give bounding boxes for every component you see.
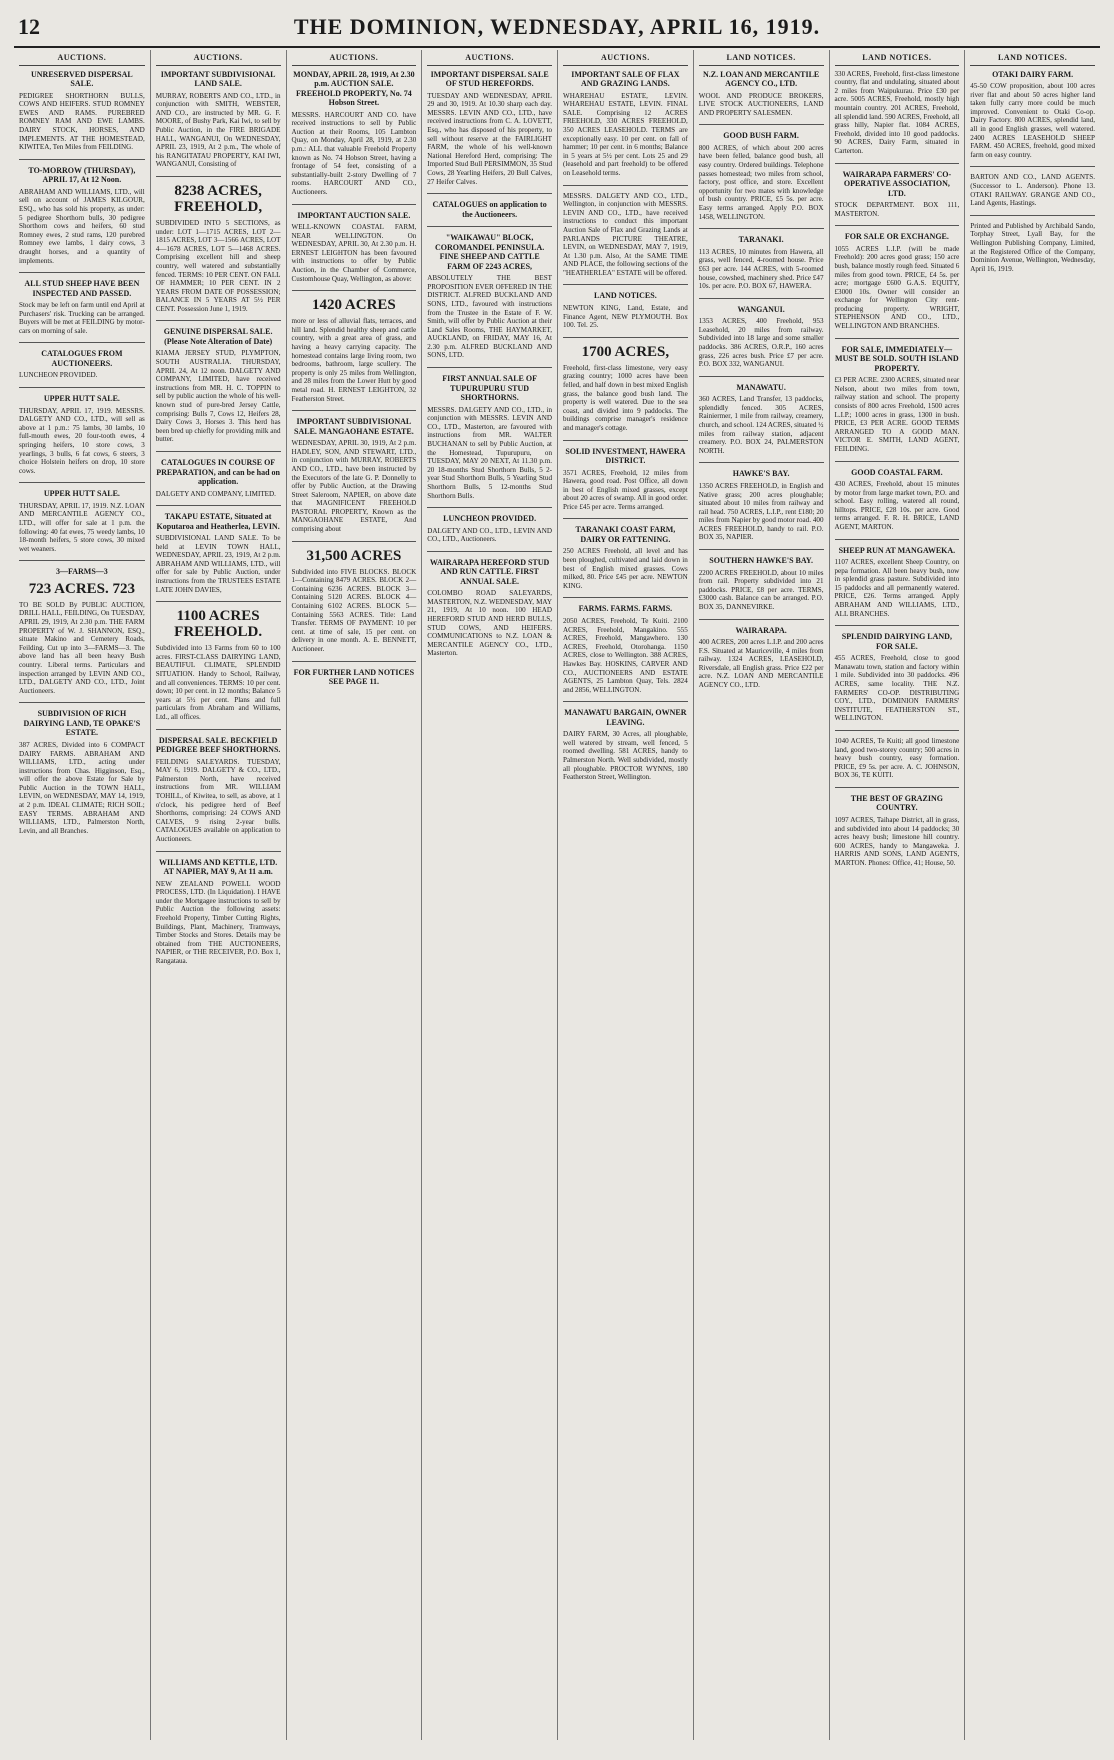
ad-body-text: 3571 ACRES, Freehold, 12 miles from Hawera, good road. Post Office, all down in best of English mixed grasses, except about 20 acres of swamp. All in good order. Price £45 per acre. Terms arranged. [563,468,688,511]
ad-heading: GOOD COASTAL FARM. [851,467,943,477]
divider [156,729,281,730]
column-1 [14,50,150,1740]
divider [19,387,145,388]
ad-body-text: 113 ACRES, 10 minutes from Hawera, all grass, well fenced, 4-roomed house. Price £63 per acre. 144 ACRES, with 5-roomed house, cowshed, machinery shed. Price £47 10s. per acre. P.O. BOX 67, HAWERA. [698,247,824,291]
columns-container [14,50,1100,1740]
ad-body-text: SUBDIVISIONAL LAND SALE. To be held at LEVIN TOWN HALL, WEDNESDAY, APRIL 23, 1919, At 2 p.m. ABRAHAM AND WILLIAMS, LTD., will offer for sale by Public Auction, under instructions from the TRUSTEES ESTATE LATE JOHN DAVIES, [155,534,281,594]
ad-body-text: BARTON AND CO., LAND AGENTS. (Successor to L. Anderson). Phone 13. OTAKI RAILWAY. GRANGE AND CO., Land Agents, Hastings. [970,173,1095,208]
ad-heading: THE BEST OF GRAZING COUNTRY. [850,793,943,813]
advertisement-block [156,505,281,594]
ad-body-text: PEDIGREE SHORTHORN BULLS, COWS AND HEIFERS. STUD ROMNEY EWES AND RAMS. PUREBRED ROMNEY RAM AND EWE LAMBS. DAIRY STOCK, HORSES, AND IMPLEMENTS. AT THE HOMESTEAD, KIWITEA, Ten Miles from FEILDING. [19,91,145,152]
advertisement-block [292,661,417,687]
column-header: LAND NOTICES. [699,54,824,66]
ad-heading: MANAWATU. [736,382,786,392]
divider [835,787,960,788]
divider [19,159,145,160]
ad-body-text: 1353 ACRES, 400 Freehold, 953 Leasehold, 20 miles from railway. Subdivided into 18 large and some smaller paddocks. 386 ACRES, O.R.P., 160 acres grass, 226 acres bush. Price £7 per acre. P.O. BOX 332, WANGANUI. [698,317,824,369]
ad-body-text: 430 ACRES, Freehold, about 15 minutes by motor from large market town, P.O. and school. Easy rolling, watered all round, hilltops. PRICE, £28 10s. per acre. Good terms arranged. F. R. H. BRICE, LAND AGENT, MARTON. [834,480,960,531]
column-4 [421,50,557,1740]
ad-heading: FOR SALE, IMMEDIATELY—MUST BE SOLD. SOUTH ISLAND PROPERTY. [835,344,959,373]
advertisement-block [699,376,824,456]
ad-body-text: 2050 ACRES, Freehold, Te Kuiti. 2100 ACRES, Freehold, Mangakino. 555 ACRES, Freehold, Mangawhero. 130 ACRES, Freehold, Otorohanga. 1150 ACRES, close to Wellington. 388 ACRES, Hawkes Bay. HOSKINS, CARVER AND CO., AUCTIONEERS AND ESTATE AGENTS, 25 Lambton Quay, Tels. 2824 and 2856, WELLINGTON. [563,616,688,694]
divider [835,461,960,462]
divider [699,619,824,620]
acreage-headline: 8238 ACRES, FREEHOLD, [174,182,263,215]
divider [156,601,281,602]
masthead [14,8,1100,48]
ad-body-text: MESSRS. DALGETY AND CO., LTD., in conjunction with MESSRS. LEVIN AND CO., LTD., Masterton, are favoured with instructions from MR. WALTER BUCHANAN to sell by Public Auction, at the Homestead, Tupurupuru, on TUESDAY, MAY 20 NEXT, At 11.30 p.m. 20 18-months Stud Shorthorn Bulls, 5 2-year Stud Shorthorn Bulls, 5 Yearling Stud Shorthorn Bulls, 5 12-months Stud Shorthorn Bulls. [427,405,552,500]
advertisement-block [19,702,145,835]
advertisement-block [156,851,281,966]
ad-body-text: 1107 ACRES, excellent Sheep Country, on pepa formation. All been heavy bush, now in splendid grass pasture. Subdivided into 15 paddocks and all permanently watered. PRICE, £26. Terms arranged. Apply ABRAHAM AND WILLIAMS, LTD., ALL BRANCHES. [834,558,960,618]
ad-body-text: WEDNESDAY, APRIL 30, 1919, At 2 p.m. HADLEY, SON, AND STEWART, LTD., in conjunction with MURRAY, ROBERTS AND CO., LTD., have been instructed by the Executors of the late G. P. Donnelly to offer by Public Auction, at the Drawing Street Saleroom, NAPIER, on above date that MAGNIFICENT FREEHOLD PASTORAL PROPERTY, Known as the MANGAOHANE ESTATE, And comprising about [291,439,417,534]
advertisement-block [292,410,417,534]
newspaper-title: THE DOMINION, WEDNESDAY, APRIL 16, 1919. [293,14,821,39]
ad-heading: IMPORTANT SUBDIVISIONAL LAND SALE. [160,69,276,89]
ad-heading: FARMS. FARMS. FARMS. [578,604,673,614]
ad-heading: WILLIAMS AND KETTLE, LTD. AT NAPIER, MAY 9, At 11 a.m. [159,857,278,877]
divider [699,462,824,463]
ad-body-text: 45-50 COW proposition, about 100 acres river flat and about 50 acres higher land taken fully carry more could be much improved. Convenient to Otaki Co-op. Dairy Factory. 800 ACRES, splendid land, all in good English grasses, well watered. 2400 ACRES LEASEHOLD SHEEP FARM. 450 ACRES, freehold, good mixed farm on easy country. [970,82,1095,159]
divider [835,625,960,626]
ad-body-text: Printed and Published by Archibald Sando, Torphay Street, Lyall Bay, for the Wellington Publishing Company, Limited, at the Registered Office of the Company, Dominion Avenue, Wellington, Wednesday, April 16, 1919. [970,221,1095,273]
advertisement-block [563,440,688,512]
ad-heading: ALL STUD SHEEP HAVE BEEN INSPECTED AND PASSED. [24,279,140,298]
ad-heading: WAIRARAPA FARMERS' CO-OPERATIVE ASSOCIATION, LTD. [842,169,952,198]
advertisement-block [427,551,552,658]
ad-heading: UPPER HUTT SALE. [43,394,120,404]
ad-body-text: Stock may be left on farm until end April at Purchasers' risk. Trucking can be arranged. Buyers will be met at FEILDING by motor-cars on morning of sale. [19,301,145,335]
column-header: AUCTIONS. [156,54,281,66]
ad-body-text: ABRAHAM AND WILLIAMS, LTD., will sell on account of JAMES KILGOUR, ESQ., who has sold his property, as under: 5 pedigree Shorthorn bulls, 30 pedigree Shorthorn cows and heifers, 60 stud Romney ewes, 2 stud rams, 120 purebred Romney ewe lambs, 1 dairy cows, 3 draught horses, and a quantity of implements. [19,187,145,265]
divider [427,193,552,194]
divider [563,518,688,519]
ad-heading: LUNCHEON PROVIDED. [443,514,537,524]
advertisement-block [427,226,552,360]
advertisement-block [563,337,688,433]
advertisement-block [19,387,145,475]
advertisement-block [563,701,688,782]
acreage-headline: 1420 ACRES [311,297,396,314]
ad-body-text: WELL-KNOWN COASTAL FARM, NEAR WELLINGTON. On WEDNESDAY, APRIL 30, At 2.30 p.m. H. ERNEST LEIGHTON has been favoured with instructions to offer by Public Auction, in the Chamber of Commerce, Customhouse Quay, Wellington, as above: [291,223,417,283]
column-7 [829,50,965,1740]
column-header: AUCTIONS. [292,54,417,66]
ad-heading: "WAIKAWAU" BLOCK, COROMANDEL PENINSULA. FINE SHEEP AND CATTLE FARM OF 2243 ACRES, [434,233,545,271]
column-header: LAND NOTICES. [970,54,1095,66]
ad-heading: IMPORTANT AUCTION SALE. [297,210,411,220]
ad-body-text: 1097 ACRES, Taihape District, all in grass, and subdivided into about 14 paddocks; 30 acres heavy bush; limestone hill country. 600 ACRES, handy to Mangaweka. J. HARRIS AND SONS, LAND AGENTS, MARTON. Phones: Office, 41; House, 50. [834,815,960,867]
advertisement-block [699,298,824,369]
advertisement-block [563,518,688,590]
ad-heading: 3—FARMS—3 [55,567,108,577]
ad-heading: SOLID INVESTMENT, HAWERA DISTRICT. [565,446,686,465]
ad-heading: SUBDIVISION OF RICH DAIRYING LAND, TE OPAKE'S ESTATE. [23,709,141,738]
column-header: LAND NOTICES. [835,54,960,66]
ad-body-text: FEILDING SALEYARDS. TUESDAY, MAY 6, 1919. DALGETY & CO., LTD., Palmerston North, have received instructions from MR. WILLIAM TOHILL, of Kiwitea, to sell, as above, at 1 o'clock, his pedigree herd of Beef Shorthorns, comprising: 24 COWS AND CALVES, 9 rising 2-year bulls. CATALOGUES available on application to Auctioneers. [155,757,281,843]
ad-heading: SPLENDID DAIRYING LAND, FOR SALE. [841,632,952,651]
ad-heading: TARANAKI. [738,235,784,245]
advertisement-block [835,539,960,619]
advertisement-block [835,70,960,156]
divider [835,225,960,226]
advertisement-block [563,597,688,694]
advertisement-block [292,204,417,284]
divider [699,124,824,125]
advertisement-block [19,560,145,695]
divider [835,338,960,339]
ad-body-text: more or less of alluvial flats, terraces, and hill land. Splendid healthy sheep and cattle country, with a great area of grass, and having a heavy carrying capacity. The homestead contains large living room, two bedrooms, bathroom, large scullery. The property is only 25 miles from Wellington, and 28 miles from the Lower Hutt by good metal road. H. ERNEST LEIGHTON, 32 Featherston Street. [291,317,417,403]
advertisement-block [835,163,960,219]
ad-body-text: WHAREHAU ESTATE, LEVIN. WHAREHAU ESTATE, LEVIN. FINAL SALE. Comprising 12 ACRES FREEHOLD, 330 ACRES FREEHOLD, 350 ACRES LEASEHOLD. TERMS are exceptionally easy. 10 per cent. on fall of hammer; 10 per cent. in 6 months; Balance in 5 years at 5½ per cent. Lots 25 and 29 (leasehold and part freehold) to be offered on Leasehold terms. [563,91,688,177]
divider [427,226,552,227]
ad-heading: LAND NOTICES. [594,291,657,301]
advertisement-block [292,290,417,403]
divider [699,376,824,377]
acreage-headline: 1100 ACRES FREEHOLD. [174,608,263,641]
divider [156,451,281,452]
ad-body-text: 1350 ACRES FREEHOLD, in English and Native grass; 200 acres ploughable; situated about 10 miles from railway and rail head. 750 ACRES, L.I.P., rent £180; 20 miles from Napier by good motor road. 400 ACRES FREEHOLD, handy to rail. P.O. BOX 35, NAPIER. [698,481,824,542]
divider [156,320,281,321]
ad-body-text: NEW ZEALAND POWELL WOOD PROCESS, LTD. (In Liquidation). I HAVE under the Mortgagee instructions to sell by Public Auction the following assets: Freehold Property, Timber Cutting Rights, Buildings, Plant, Machinery, Tramways, Timber Stocks and Stores. Details may be obtained from THE AUCTIONEERS, NAPIER, or THE RECEIVER, P.O. Box 1, Rangataua. [155,879,281,965]
ad-heading: FOR FURTHER LAND NOTICES SEE PAGE 11. [293,667,415,687]
ad-heading: IMPORTANT SUBDIVISIONAL SALE. MANGAOHANE ESTATE. [294,417,414,436]
ad-heading: SOUTHERN HAWKE'S BAY. [709,556,813,566]
acreage-headline: 723 ACRES. 723 [28,580,136,597]
ad-body-text: 455 ACRES, Freehold, close to good Manawatu town, station and factory within 1 mile. Subdivided into 30 paddocks. 496 ACRES, same locality. THE N.Z. FARMERS' CO-OP. DISTRIBUTING COY., LTD., DOMINION FARMERS' INSTITUTE, FEATHERSTON ST., WELLINGTON. [834,654,960,723]
ad-heading: UPPER HUTT SALE. [43,489,120,499]
ad-heading: MANAWATU BARGAIN, OWNER LEAVING. [564,708,687,727]
divider [292,661,417,662]
ad-body-text: TUESDAY AND WEDNESDAY, APRIL 29 and 30, 1919. At 10.30 sharp each day. MESSRS. LEVIN AND CO., LTD., have received instructions from C. A. LOVETT, Esq., who has disposed of his property, to sell without reserve at the FAIRLIGHT FARM, the whole of his well-known National Hereford Herd, comprising: The Imported Stud Bull PERSIMMON, 35 Stud Cows, 28 Yearling Heifers, 20 Bull Calves, 27 Heifer Calves. [427,91,552,186]
divider [427,507,552,508]
ad-body-text: DALGETY AND CO., LTD., LEVIN AND CO., LTD., Auctioneers. [427,526,552,544]
divider [292,204,417,205]
ad-body-text: SUBDIVIDED INTO 5 SECTIONS, as under: LOT 1—1715 ACRES, LOT 2—1815 ACRES, LOT 3—1566 ACRES, LOT 4—1678 ACRES, LOT 5—1468 ACRES. Comprising excellent hill and sheep country, well watered and substantially fenced. TERMS: 10 PER CENT. ON FALL OF HAMMER; 10 PER CENT. IN 2 YEARS FROM DATE OF POSSESSION; BALANCE IN 5 YEARS AT 5½ PER CENT. Possession June 1, 1919. [155,218,281,313]
ad-body-text: THURSDAY, APRIL 17, 1919. MESSRS. DALGETY AND CO., LTD., will sell as above at 1 p.m.: 75 lambs, 30 lambs, 10 full-mouth ewes, 20 four-tooth ewes, 4 springing heifers, 10 store cows, 3 yearlings, 3 bulls, 6 fat cows, 6 steers, 3 choice Holstein heifers on drop, 10 store cows. [19,406,145,475]
advertisement-block [835,461,960,532]
ad-heading: MONDAY, APRIL 28, 1919, At 2.30 p.m. AUCTION SALE. FREEHOLD PROPERTY, No. 74 Hobson Street. [293,69,415,108]
divider [970,166,1095,167]
ad-body-text: 2200 ACRES FREEHOLD, about 10 miles from rail. Property subdivided into 21 paddocks. PRICE, £8 per acre. TERMS, £3000 cash. Balance can be arranged. P.O. BOX 35, DANNEVIRKE. [698,568,824,611]
ad-body-text: THURSDAY, APRIL 17, 1919. N.Z. LOAN AND MERCANTILE AGENCY CO., LTD., will offer for sale at 1 p.m. the following: 40 fat ewes, 75 weedy lambs, 10 18-month heifers, 5 store cows, 30 mixed wet weaners. [19,501,145,553]
divider [19,482,145,483]
advertisement-block [699,124,824,221]
advertisement-block [835,787,960,868]
advertisement-block [563,284,688,329]
ad-heading: WAIRARAPA. [735,625,787,635]
ad-body-text: 250 ACRES Freehold, all level and has been ploughed, cultivated and laid down in best of English mixed grasses. Cows milked, 80. Price £45 per acre. NEWTON KING. [563,547,688,590]
divider [292,290,417,291]
ad-heading: TARANAKI COAST FARM, DAIRY OR FATTENING. [575,525,676,544]
divider [563,701,688,702]
ad-heading: IMPORTANT SALE OF FLAX AND GRAZING LANDS. [571,69,680,89]
ad-body-text: 387 ACRES, Divided into 6 COMPACT DAIRY FARMS. ABRAHAM AND WILLIAMS, LTD., acting under instructions from Chas. Higginson, Esq., will offer the above Estate for Sale by Public Auction in the TOWN HALL, LEVIN, on WEDNESDAY, MAY 14, 1919, at 2 p.m. IDEAL CLIMATE; RICH SOIL; EASY TERMS. ABRAHAM AND WILLIAMS, LTD., Palmerston North, Levin, and all Branches. [19,740,145,835]
column-8 [964,50,1100,1740]
ad-heading: FOR SALE OR EXCHANGE. [844,232,949,242]
advertisement-block [427,367,552,500]
divider [156,851,281,852]
ad-heading: GENUINE DISPERSAL SALE. (Please Note Alteration of Date) [163,327,273,346]
divider [156,505,281,506]
ad-body-text: DALGETY AND COMPANY, LIMITED. [155,489,276,498]
divider [699,298,824,299]
advertisement-block [292,541,417,654]
divider [563,337,688,338]
ad-body-text: MURRAY, ROBERTS AND CO., LTD., in conjunction with SMITH, WEBSTER, AND CO., are instructed by MR. G. F. MOORE, of Bushy Park, Kai Iwi, to sell by Public Auction, in the FIRE BRIGADE HALL, WANGANUI, On WEDNESDAY, APRIL 23, 1919, At 2 p.m., The whole of his RANGITATAU PROPERTY, KAI IWI, WANGANUI, Consisting of [155,91,281,169]
advertisement-block [699,462,824,542]
advertisement-block [292,70,417,197]
divider [156,176,281,177]
advertisement-block [19,342,145,380]
ad-body-text: MESSRS. HARCOURT AND CO. have received instructions to sell by Public Auction at their Rooms, 105 Lambton Quay, on Monday, April 28, 1919, at 2.30 p.m.: ALL that valuable Freehold Property known as No. 74 Hobson Street, having a frontage of 54 feet, consisting of a substantially-built 2-story Dwelling of 7 rooms. HARCOURT AND CO., Auctioneers. [291,110,417,196]
divider [835,730,960,731]
page-number: 12 [18,14,40,39]
ad-heading: CATALOGUES FROM AUCTIONEERS. [41,349,123,368]
ad-heading: IMPORTANT DISPERSAL SALE OF STUD HEREFORDS. [430,69,549,89]
ad-heading: N.Z. LOAN AND MERCANTILE AGENCY CO., LTD. [703,69,820,89]
ad-body-text: 400 ACRES, 200 acres L.I.P. and 200 acres F.S. Situated at Mauriceville, 4 miles from railway. 1324 ACRES, LEASEHOLD, Riversdale, all English grass. Price £22 per acre. N.Z. LOAN AND MERCANTILE AGENCY CO., LTD. [698,638,824,689]
advertisement-block [427,70,552,187]
divider [292,410,417,411]
ad-heading: CATALOGUES IN COURSE OF PREPARATION, and can be had on application. [156,458,280,486]
advertisement-block [156,729,281,844]
advertisement-block [427,507,552,544]
advertisement-block [699,549,824,611]
ad-body-text: ABSOLUTELY THE BEST PROPOSITION EVER OFFERED IN THE DISTRICT. ALFRED BUCKLAND AND SONS, LTD., favoured with instructions from the Trustee in the Estate of F. W. Smith, will offer by Public Auction at their Land Sales Rooms, THE HAYMARKET, AUCKLAND, on FRIDAY, MAY 16, At 2.30 p.m. ALFRED BUCKLAND AND SONS, LTD. [427,274,552,360]
column-header: AUCTIONS. [563,54,688,66]
column-header: AUCTIONS. [19,54,145,66]
advertisement-block [699,228,824,290]
divider [563,440,688,441]
ad-body-text: 800 ACRES, of which about 200 acres have been felled, balance good bush, all easy country. Ordered buildings. Telephone passes homestead; two miles from school, factory, post office, and store. Excellent opportunity for two mates with knowledge of bush country. PRICE, £5 5s. per acre. Easy terms arranged. Apply P.O. BOX 1458, WELLINGTON. [698,143,824,221]
divider [835,539,960,540]
advertisement-block [156,601,281,721]
divider [19,560,145,561]
divider [427,551,552,552]
advertisement-block [19,272,145,335]
divider [699,549,824,550]
ad-heading: FIRST ANNUAL SALE OF TUPURUPURU STUD SHORTHORNS. [442,374,537,403]
advertisement-block [156,176,281,314]
ad-body-text: COLOMBO ROAD SALEYARDS, MASTERTON, N.Z. WEDNESDAY, MAY 21, 1919, At 10 noon. 100 HEAD HEREFORD STUD AND HERD BULLS, STUD COWS, AND HEIFERS. COMMUNICATIONS to N.Z. LOAN & MERCANTILE AGENCY CO., LTD., Masterton. [427,589,552,658]
advertisement-block [970,166,1095,207]
ad-body-text: Freehold, first-class limestone, very easy grazing country; 1000 acres have been felled, and half down in best mixed English grass, the balance good bush land. The property is well watered. Due to the sea coast, and divided into 9 paddocks. The buildings comprise manager's residence and manager's cottage. [563,363,688,432]
divider [699,228,824,229]
advertisement-block [835,625,960,723]
column-header: AUCTIONS. [427,54,552,66]
ad-heading: CATALOGUES on application to the Auctioneers. [432,200,547,219]
column-3 [286,50,422,1740]
divider [563,185,688,186]
advertisement-block [563,70,688,178]
ad-body-text: NEWTON KING, Land, Estate, and Finance Agent, NEW PLYMOUTH. Box 100. Tel. 25. [563,303,688,330]
ad-body-text: Subdivided into FIVE BLOCKS. BLOCK 1—Containing 8479 ACRES. BLOCK 2—Containing 6236 ACRES. BLOCK 3—Containing 5120 ACRES. BLOCK 4—Containing 6102 ACRES. BLOCK 5—Containing 5563 ACRES. Title: Land Transfer. TERMS OF PAYMENT: 10 per cent. at time of sale, 15 per cent. on delivery in one month. A. E. BENNETT, Auctioneer. [291,567,417,653]
ad-body-text: £3 PER ACRE. 2300 ACRES, situated near Nelson, about two miles from town, railway station and school. The property consists of 800 acres Freehold, 1500 acres L.I.P.; 1000 acres in grass, 1300 in bush. PRICE, £3 PER ACRE. GOOD TERMS ARRANGED TO A GOOD MAN. VICTOR E. SMITH, LAND AGENT, FEILDING. [834,376,960,453]
divider [427,367,552,368]
advertisement-block [835,225,960,330]
advertisement-block [156,70,281,169]
ad-body-text: WOOL AND PRODUCE BROKERS, LIVE STOCK AUCTIONEERS, LAND AND PROPERTY SALESMEN. [698,91,824,117]
ad-body-text: LUNCHEON PROVIDED. [19,371,98,380]
ad-heading: DISPERSAL SALE. BECKFIELD PEDIGREE BEEF SHORTHORNS. [155,735,281,755]
ad-heading: HAWKE'S BAY. [732,469,790,479]
advertisement-block [970,215,1095,274]
ad-body-text: MESSRS. DALGETY AND CO., LTD., Wellington, in conjunction with MESSRS. LEVIN AND CO., LTD., have received instructions to conduct this important Auction Sale of Flax and Grazing Lands at PARLANDS PICTURE THEATRE, LEVIN, on WEDNESDAY, MAY 7, 1919, At 1.30 p.m. Also, At the SAME TIME AND PLACE, the following sections of the "HEATHERLEA" ESTATE will be offered. [563,191,688,277]
advertisement-block [19,70,145,152]
column-6 [693,50,829,1740]
ad-heading: SHEEP RUN AT MANGAWEKA. [838,545,956,555]
ad-body-text: 330 ACRES, Freehold, first-class limestone country, flat and undulating, situated about 2 miles from Waipukurau. Price £30 per acre. 5005 ACRES, Freehold, mostly high mountain country. 201 ACRES, Freehold, all splendid land. 590 ACRES, Freehold, all grass hilly, Napier flat. 1084 ACRES, Freehold, divided into 10 good paddocks. 90 ACRES, Dairy Farm, situated in Carterton. [834,69,960,155]
ad-heading: GOOD BUSH FARM. [723,131,799,141]
acreage-headline: 1700 ACRES, [581,343,670,360]
divider [19,702,145,703]
column-5 [557,50,693,1740]
advertisement-block [19,159,145,265]
divider [292,541,417,542]
advertisement-block [970,70,1095,160]
advertisement-block [699,619,824,690]
ad-body-text: 1040 ACRES, Te Kuiti; all good limestone land, good two-storey country; 500 acres in heavy bush country, easy formation. PRICE, £9 5s. per acre. A. C. JOHNSON, BOX 36, TE KUITI. [834,736,960,780]
advertisement-block [156,320,281,444]
ad-body-text: 360 ACRES, Land Transfer, 13 paddocks, splendidly fenced. 305 ACRES, Rainiermer, 1 mile from railway, creamery, church, and school. 124 ACRES, situated ½ miles from railway station, adjacent creamery. P.O. BOX 24, PALMERSTON NORTH. [698,395,824,455]
divider [19,272,145,273]
advertisement-block [835,338,960,454]
advertisement-block [699,70,824,118]
ad-body-text: TO BE SOLD By PUBLIC AUCTION, DRILL HALL, FEILDING, On TUESDAY, APRIL 29, 1919, At 2.30 p.m. THE FARM PROPERTY of W. J. SHANNON, ESQ., situate Makino and Cemetery Roads, Feilding. Cut up into 3—FARMS—3. The above land has all been heavy Bush country. Liberal terms. Particulars and inspection arranged by LEVIN AND CO., LTD., DALGETY AND CO., LTD., Joint Auctioneers. [19,600,145,695]
ad-heading: TO-MORROW (THURSDAY), APRIL 17, At 12 Noon. [28,165,136,185]
divider [970,215,1095,216]
divider [835,163,960,164]
ad-heading: WANGANUI. [737,304,785,314]
ad-body-text: STOCK DEPARTMENT. BOX 111, MASTERTON. [834,201,960,218]
advertisement-block [156,451,281,498]
ad-body-text: KIAMA JERSEY STUD, PLYMPTON, SOUTH AUSTRALIA. THURSDAY, APRIL 24, At 12 noon. DALGETY AND COMPANY, LIMITED, have received instructions from MR. H. C. TOPPIN to sell by public auction the whole of his well-known stud of pure-bred Jersey Cattle, comprising: Bulls 7, Cows 12, Heifers 28, Dairy Cows 3, Horses 3. This herd has been bred up chiefly for providing milk and butter. [155,349,281,444]
ad-body-text: 1055 ACRES L.I.P. (will be made Freehold): 200 acres good grass; 150 acre bush, balance mostly rough feed. Situated 6 miles from good town. PRICE, £4 5s. per acre; mortgage £600 G.A.S. EQUITY, £3000 10s. Owner will consider an exchange for Wellington City rent-producing property. WRIGHT, STEPHENSON AND CO., LTD., WELLINGTON AND BRANCHES. [834,244,960,331]
ad-body-text: DAIRY FARM, 30 Acres, all ploughable, well watered by stream, well fenced, 5 roomed dwelling. 581 ACRES, handy to Palmerston North. Well subdivided, mostly all ploughable. PROCTOR WYNNS, 180 Featherston Street, Wellington. [563,730,688,782]
advertisement-block [835,730,960,780]
ad-heading: TAKAPU ESTATE, Situated at Koputaroa and Heatherlea, LEVIN. [156,512,280,531]
ad-heading: WAIRARAPA HEREFORD STUD AND RUN CATTLE. FIRST ANNUAL SALE. [429,557,550,586]
divider [563,284,688,285]
divider [563,597,688,598]
advertisement-block [19,482,145,553]
ad-heading: UNRESERVED DISPERSAL SALE. [31,69,133,89]
divider [19,342,145,343]
ad-heading: OTAKI DAIRY FARM. [992,69,1074,79]
advertisement-block [563,185,688,278]
advertisement-block [427,193,552,219]
ad-body-text: Subdivided into 13 Farms from 60 to 100 acres. FIRST-CLASS DAIRYING LAND, BEAUTIFUL CLIMATE, SPLENDID SITUATION. Handy to School, Railway, and all conveniences. TERMS: 10 per cent. down; 10 per cent. in 12 months; Balance 5 years at 5½ per cent. Plans and full particulars from Abraham and Williams, Ltd., all offices. [155,644,281,721]
acreage-headline: 31,500 ACRES [306,547,402,564]
column-2 [150,50,286,1740]
